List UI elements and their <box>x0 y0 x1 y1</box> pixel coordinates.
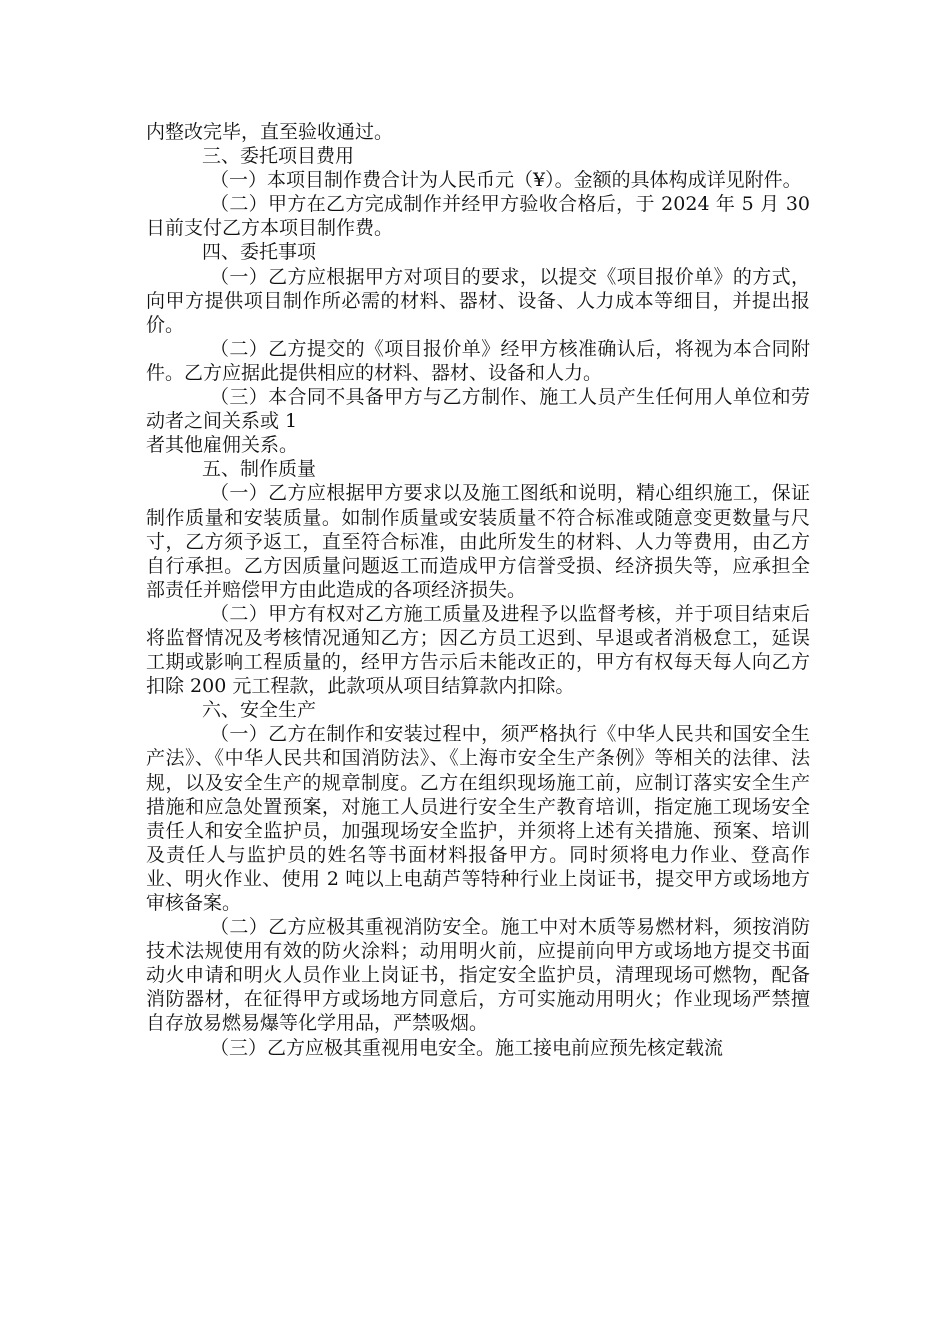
paragraph-matters-2: （二）乙方提交的《项目报价单》经甲方核准确认后，将视为本合同附件。乙方应据此提供相应的材料、器材、设备和人力。 <box>146 337 810 384</box>
paragraph-matters-3: （三）本合同不具备甲方与乙方制作、施工人员产生任何用人单位和劳动者之间关系或 1 <box>146 386 810 433</box>
paragraph-matters-3-cont: 者其他雇佣关系。 <box>146 434 299 457</box>
section-heading-safety: 六、安全生产 <box>202 699 317 722</box>
section-heading-quality: 五、制作质量 <box>202 458 317 481</box>
paragraph-safety-1: （一）乙方在制作和安装过程中，须严格执行《中华人民共和国安全生产法》、《中华人民共和国消防法》、《上海市安全生产条例》等相关的法律、法规，以及安全生产的规章制度。乙方在组织现场施工前，应制订落实安全生产措施和应急处置预案，对施工人员进行安全生产教育培训，指定施工现场安全责任人和安全监护员，加强现场安全监护，并须将上述有关措施、预案、培训及责任人与监护员的姓名等书面材料报备甲方。同时须将电力作业、登高作业、明火作业、使用 2 吨以上电葫芦等特种行业上岗证书，提交甲方或场地方审核备案。 <box>146 723 810 914</box>
section-heading-matters: 四、委托事项 <box>202 241 317 264</box>
paragraph-fees-2: （二）甲方在乙方完成制作并经甲方验收合格后，于 2024 年 5 月 30 日前支付乙方本项目制作费。 <box>146 193 810 240</box>
paragraph-safety-3: （三）乙方应极其重视用电安全。施工接电前应预先核定载流 <box>210 1036 724 1059</box>
paragraph-quality-1: （一）乙方应根据甲方要求以及施工图纸和说明，精心组织施工，保证制作质量和安装质量。如制作质量或安装质量不符合标准或随意变更数量与尺寸，乙方须予返工，直至符合标准，由此所发生的材料、人力等费用，由乙方自行承担。乙方因质量问题返工而造成甲方信誉受损、经济损失等，应承担全部责任并赔偿甲方由此造成的各项经济损失。 <box>146 482 810 601</box>
paragraph-continuation: 内整改完毕，直至验收通过。 <box>146 121 394 143</box>
paragraph-safety-2: （二）乙方应极其重视消防安全。施工中对木质等易燃材料，须按消防技术法规使用有效的防火涂料；动用明火前，应提前向甲方或场地方提交书面动火申请和明火人员作业上岗证书，指定安全监护员，清理现场可燃物，配备消防器材，在征得甲方或场地方同意后，方可实施动用明火；作业现场严禁擅自存放易燃易爆等化学用品，严禁吸烟。 <box>146 916 810 1035</box>
paragraph-matters-1: （一）乙方应根据甲方对项目的要求，以提交《项目报价单》的方式，向甲方提供项目制作所必需的材料、器材、设备、人力成本等细目，并提出报价。 <box>146 265 810 336</box>
paragraph-fees-1: （一）本项目制作费合计为人民币元（¥）。金额的具体构成详见附件。 <box>210 169 802 192</box>
document-body <box>146 120 810 1060</box>
section-heading-fees: 三、委托项目费用 <box>202 145 355 168</box>
paragraph-quality-2: （二）甲方有权对乙方施工质量及进程予以监督考核，并于项目结束后将监督情况及考核情况通知乙方；因乙方员工迟到、早退或者消极怠工，延误工期或影响工程质量的，经甲方告示后未能改正的，甲方有权每天每人向乙方扣除 200 元工程款，此款项从项目结算款内扣除。 <box>146 602 810 698</box>
